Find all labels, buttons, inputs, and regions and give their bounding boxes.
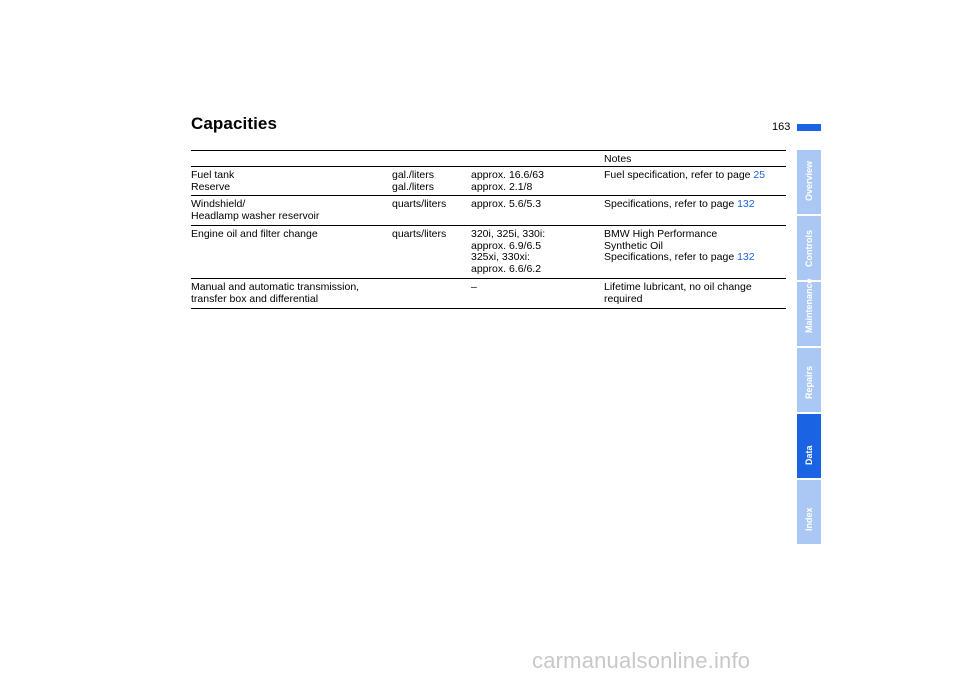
table-row bbox=[191, 196, 786, 226]
notes-cell: Lifetime lubricant, no oil change required bbox=[604, 281, 752, 305]
tab-label: Maintenance bbox=[804, 278, 814, 333]
tab-controls[interactable] bbox=[797, 216, 821, 280]
tab-label: Index bbox=[804, 507, 814, 531]
unit-cell: quarts/liters bbox=[392, 228, 447, 240]
amount-cell: – bbox=[471, 281, 477, 293]
page-link[interactable]: 132 bbox=[737, 251, 755, 263]
tab-data[interactable] bbox=[797, 414, 821, 478]
table-header-row bbox=[191, 151, 786, 167]
notes-cell: Fuel specification, refer to page 25 bbox=[604, 169, 766, 181]
tab-label: Overview bbox=[804, 160, 814, 201]
table-row bbox=[191, 167, 786, 196]
page-link[interactable]: 132 bbox=[737, 198, 755, 210]
unit-cell: gal./liters gal./liters bbox=[392, 169, 435, 193]
notes-cell: Specifications, refer to page 132 bbox=[604, 198, 755, 210]
tab-label: Repairs bbox=[804, 365, 814, 399]
page-title: Capacities bbox=[191, 114, 278, 133]
item-cell: Windshield/ Headlamp washer reservoir bbox=[191, 198, 320, 222]
tab-overview[interactable] bbox=[797, 150, 821, 214]
table-row bbox=[191, 226, 786, 279]
tab-maintenance[interactable] bbox=[797, 278, 821, 346]
notes-header: Notes bbox=[604, 153, 632, 165]
amount-cell: 320i, 325i, 330i: approx. 6.9/6.5 325xi, 330xi: approx. 6.6/6.2 bbox=[471, 228, 546, 275]
item-cell: Fuel tank Reserve bbox=[191, 169, 235, 193]
tab-repairs[interactable] bbox=[797, 348, 821, 412]
tab-label: Controls bbox=[804, 230, 814, 267]
page-number-marker bbox=[797, 124, 821, 131]
capacities-table bbox=[191, 150, 786, 309]
tab-label: Data bbox=[804, 445, 814, 465]
item-cell: Engine oil and filter change bbox=[191, 228, 318, 240]
table-row bbox=[191, 279, 786, 309]
item-cell: Manual and automatic transmission, transfer box and differential bbox=[191, 281, 360, 305]
watermark: carmanualsonline.info bbox=[532, 648, 751, 673]
amount-cell: approx. 5.6/5.3 bbox=[471, 198, 542, 210]
tab-index[interactable] bbox=[797, 480, 821, 544]
page-link[interactable]: 25 bbox=[753, 169, 766, 181]
amount-cell: approx. 16.6/63 approx. 2.1/8 bbox=[471, 169, 544, 193]
page-number: 163 bbox=[772, 121, 791, 133]
unit-cell: quarts/liters bbox=[392, 198, 447, 210]
notes-cell: BMW High Performance Synthetic Oil Specifications, refer to page 132 bbox=[604, 228, 755, 263]
